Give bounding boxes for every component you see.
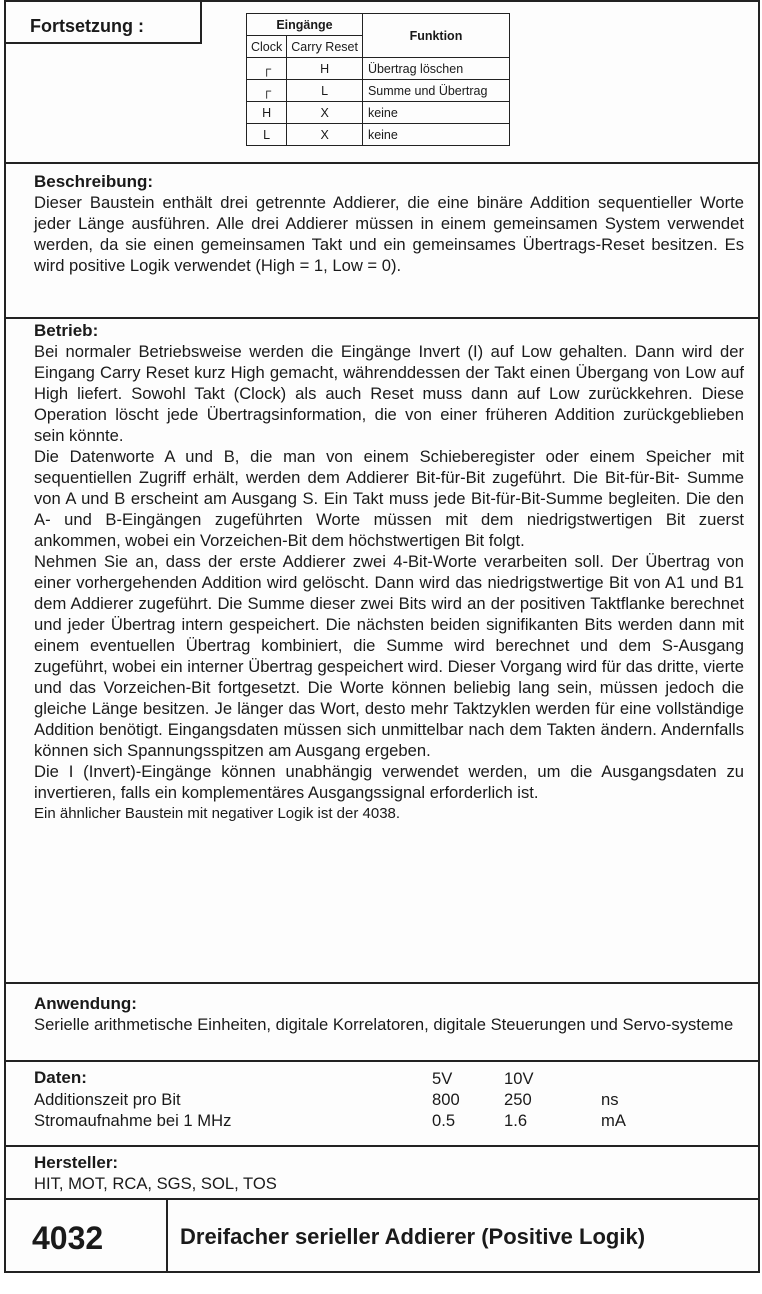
operation-paragraph: Bei normaler Betriebsweise werden die Eingänge Invert (I) auf Low gehalten. Dann wird der Eingang Carry Reset kurz High gemacht, währenddessen der Takt einen Übergang von Low auf High liefert. Sowohl Takt (Clock) als auch Reset muss dann auf Low zurückkehren. Diese Operation löscht jede Übertragsinformation, die von einer früheren Addition zurückgeblieben sein könnte. — [34, 342, 744, 445]
reset-cell: X — [287, 124, 363, 146]
reset-cell: L — [287, 80, 363, 102]
data-heading: Daten: — [34, 1068, 87, 1087]
value-10v: 250 — [504, 1090, 532, 1109]
description-section — [6, 164, 758, 319]
part-name: Dreifacher serieller Addierer (Positive Logik) — [180, 1224, 646, 1249]
data-row — [34, 1110, 744, 1131]
manufacturer-list: HIT, MOT, RCA, SGS, SOL, TOS — [34, 1174, 277, 1193]
data-label: Stromaufnahme bei 1 MHz — [34, 1111, 232, 1130]
operation-section — [6, 319, 758, 984]
continuation-label: Fortsetzung : — [6, 2, 202, 44]
operation-note: Ein ähnlicher Baustein mit negativer Logik ist der 4038. — [34, 805, 401, 822]
part-number: 4032 — [6, 1200, 168, 1273]
manufacturer-section — [6, 1147, 758, 1200]
truth-table — [246, 13, 510, 146]
unit: mA — [601, 1111, 626, 1130]
table-row — [247, 102, 510, 124]
application-text: Serielle arithmetische Einheiten, digitale Korrelatoren, digitale Steuerungen und Servo-systeme — [34, 1015, 734, 1034]
rising-edge-icon: ┌ — [247, 80, 287, 102]
function-cell: keine — [362, 124, 509, 146]
operation-paragraph: Die Datenworte A und B, die man von einem Schieberegister oder einem Speicher mit sequentiellen Zugriff erhält, werden dem Addierer Bit-für-Bit zugeführt. Die Bit-für-Bit- Summe von A und B erscheint am Ausgang S. Ein Takt muss jede Bit-für-Bit-Summe begleiten. Die den A- und B-Eingängen zugeführten Worte müssen mit dem niedrigstwertigen Bit zuerst ankommen, wobei ein Vorzeichen-Bit dem höchstwertigen Bit folgt. — [34, 447, 744, 550]
value-10v: 1.6 — [504, 1111, 528, 1130]
function-cell: Summe und Übertrag — [362, 80, 509, 102]
manufacturer-heading: Hersteller: — [34, 1153, 119, 1172]
datasheet-page — [4, 0, 760, 1273]
data-section — [6, 1062, 758, 1147]
data-header-row — [34, 1068, 744, 1089]
clock-header: Clock — [247, 36, 287, 58]
table-row — [247, 80, 510, 102]
col-10v-header: 10V — [504, 1069, 534, 1088]
unit: ns — [601, 1090, 619, 1109]
rising-edge-icon: ┌ — [247, 58, 287, 80]
inputs-group-header: Eingänge — [247, 14, 363, 36]
col-5v-header: 5V — [432, 1069, 453, 1088]
function-header: Funktion — [362, 14, 509, 58]
operation-paragraph: Nehmen Sie an, dass der erste Addierer zwei 4-Bit-Worte verarbeiten soll. Der Übertrag von einer vorhergehenden Addition wird gelöscht. Dann wird das niedrigstwertige Bit von A1 und B1 dem Addierer zugeführt. Die Summe dieser zwei Bits wird an der positiven Taktflanke berechnet und jeder Übertrag intern gespeichert. Die nächsten beiden signifikanten Bits werden dann mit einem eventuellen Übertrag kombiniert, die Summe wird berechnet und dem S-Ausgang zugeführt, wobei ein interner Übertrag gespeichert wird. Dieser Vorgang wird für das dritte, vierte und das Vorzeichen-Bit fortgesetzt. Die Worte können beliebig lang sein, müssen jedoch die gleiche Länge besitzen. Je länger das Wort, desto mehr Taktzyklen werden für eine vollständige Addition benötigt. Eingangsdaten müssen sich unmittelbar nach dem Takten ändern. Andernfalls können sich Spannungsspitzen am Ausgang ergeben. — [34, 552, 744, 760]
value-5v: 800 — [432, 1090, 460, 1109]
reset-cell: X — [287, 102, 363, 124]
footer — [6, 1200, 758, 1273]
data-label: Additionszeit pro Bit — [34, 1090, 181, 1109]
table-row — [247, 58, 510, 80]
application-section — [6, 984, 758, 1062]
data-row — [34, 1089, 744, 1110]
description-heading: Beschreibung: — [34, 172, 154, 191]
clock-cell: H — [247, 102, 287, 124]
clock-cell: L — [247, 124, 287, 146]
reset-cell: H — [287, 58, 363, 80]
carry-reset-header: Carry Reset — [287, 36, 363, 58]
value-5v: 0.5 — [432, 1111, 456, 1130]
function-cell: Übertrag löschen — [362, 58, 509, 80]
description-text: Dieser Baustein enthält drei getrennte Addierer, die eine binäre Addition sequentieller Worte jeder Länge ausführen. Alle drei Addierer müssen in einem gemeinsamen System verwendet werden, da sie einen gemeinsamen Takt und ein gemeinsames Übertrags-Reset besitzen. Es wird positive Logik verwendet (High = 1, Low = 0). — [34, 193, 744, 275]
operation-paragraph: Die I (Invert)-Eingänge können unabhängig verwendet werden, um die Ausgangsdaten zu invertieren, falls ein komplementäres Ausgangssignal erforderlich ist. — [34, 762, 744, 802]
header-area — [6, 2, 758, 164]
function-cell: keine — [362, 102, 509, 124]
application-heading: Anwendung: — [34, 994, 137, 1013]
table-row — [247, 124, 510, 146]
operation-heading: Betrieb: — [34, 321, 99, 340]
